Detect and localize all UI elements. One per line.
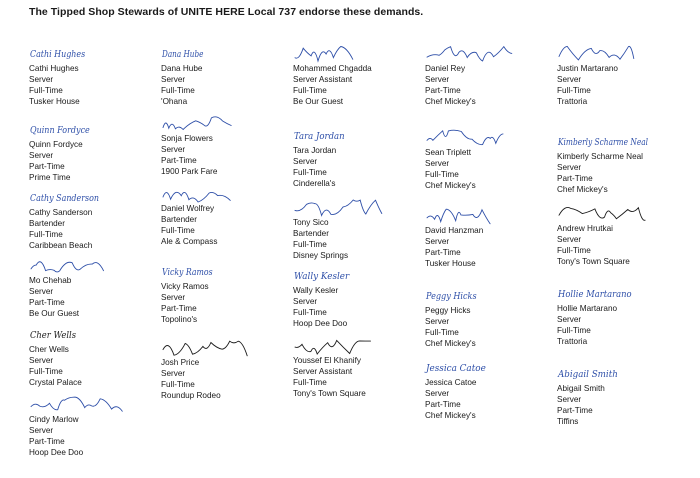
signatory-venue: Roundup Rodeo <box>161 390 221 400</box>
handwritten-signature <box>161 182 256 204</box>
page-title: The Tipped Shop Stewards of UNITE HERE Local 737 endorse these demands. <box>29 6 424 18</box>
signatory-entry <box>161 42 286 108</box>
signatory-role: Server <box>29 286 54 296</box>
signature-script: Quinn Fordyce <box>30 126 90 136</box>
signature-script: Tara Jordan <box>294 132 345 142</box>
handwritten-signature <box>557 282 652 304</box>
signatory-entry <box>557 362 682 428</box>
signatory-details <box>293 218 418 262</box>
signatory-status: Part-Time <box>29 297 65 307</box>
signatory-entry <box>425 42 550 108</box>
signatory-status: Full-Time <box>293 377 327 387</box>
handwritten-signature <box>425 356 520 378</box>
signatory-venue: Prime Time <box>29 172 71 182</box>
signatory-role: Server <box>161 292 186 302</box>
signatory-venue: Chef Mickey's <box>557 184 608 194</box>
handwritten-signature <box>425 284 520 306</box>
signatory-status: Full-Time <box>293 239 327 249</box>
signatory-name: Tony Sico <box>293 218 329 227</box>
signatory-details <box>161 64 286 108</box>
signature-stroke <box>295 340 371 354</box>
signatory-entry <box>161 182 286 248</box>
handwritten-signature <box>161 112 256 134</box>
signatory-venue: Chef Mickey's <box>425 338 476 348</box>
handwritten-signature <box>557 202 652 224</box>
signatory-name: Hollie Martarano <box>557 304 618 313</box>
handwritten-signature <box>557 362 652 384</box>
signature-script: Cher Wells <box>30 331 77 341</box>
handwritten-signature <box>293 334 388 356</box>
signature-script: Cathy Sanderson <box>30 194 100 204</box>
signatory-details <box>425 226 550 270</box>
signatory-venue: Disney Springs <box>293 250 349 260</box>
signatory-details <box>29 140 154 184</box>
signatory-venue: 1900 Park Fare <box>161 166 218 176</box>
signatory-role: Server <box>161 144 186 154</box>
signatory-entry <box>161 260 286 326</box>
signatory-name: Andrew Hrutkai <box>557 224 613 233</box>
signatory-venue: Tiffins <box>557 416 579 426</box>
signatory-entry <box>29 118 154 184</box>
signatory-status: Full-Time <box>161 379 195 389</box>
signature-script: Peggy Hicks <box>425 292 477 302</box>
signatory-status: Part-Time <box>29 436 65 446</box>
signatory-status: Full-Time <box>293 85 327 95</box>
signatory-entry <box>425 356 550 422</box>
handwritten-signature <box>425 42 520 64</box>
signatory-venue: Caribbean Beach <box>29 240 93 250</box>
handwritten-signature <box>29 186 124 208</box>
signatory-name: Justin Martarano <box>557 64 618 73</box>
signatory-name: Mo Chehab <box>29 276 72 285</box>
signatory-venue: Ale & Compass <box>161 236 218 246</box>
signatory-name: Wally Kesler <box>293 286 339 295</box>
signatory-name: Mohammed Chgadda <box>293 64 372 73</box>
signatory-role: Server <box>425 236 450 246</box>
signatory-status: Part-Time <box>557 405 593 415</box>
signatory-status: Full-Time <box>557 325 591 335</box>
signature-stroke <box>427 47 512 61</box>
signatory-status: Full-Time <box>557 85 591 95</box>
signatory-details <box>293 286 418 330</box>
signatory-name: Daniel Rey <box>425 64 466 73</box>
signatory-details <box>29 415 154 459</box>
signatory-entry <box>161 112 286 178</box>
signatory-status: Part-Time <box>425 399 461 409</box>
signatory-role: Server <box>425 316 450 326</box>
signatory-entry <box>557 202 682 268</box>
handwritten-signature <box>425 204 520 226</box>
signatory-name: Jessica Catoe <box>425 378 477 387</box>
signatory-role: Server <box>293 156 318 166</box>
signature-stroke <box>295 47 353 62</box>
signatory-details <box>557 224 682 268</box>
signature-stroke <box>427 130 503 144</box>
signatory-status: Full-Time <box>425 169 459 179</box>
signatory-name: Cathi Hughes <box>29 64 79 73</box>
signatory-entry <box>293 264 418 330</box>
handwritten-signature <box>29 254 124 276</box>
signatory-entry <box>29 254 154 320</box>
signatory-name: Sonja Flowers <box>161 134 213 143</box>
handwritten-signature <box>29 393 124 415</box>
signature-stroke <box>559 207 645 220</box>
handwritten-signature <box>557 42 652 64</box>
signatory-status: Full-Time <box>161 85 195 95</box>
signatory-status: Full-Time <box>161 225 195 235</box>
signatory-name: Dana Hube <box>161 64 203 73</box>
signatory-entry <box>293 196 418 262</box>
signatory-role: Bartender <box>29 218 65 228</box>
signatory-venue: 'Ohana <box>161 96 188 106</box>
signatory-status: Full-Time <box>425 327 459 337</box>
signatory-name: Cindy Marlow <box>29 415 79 424</box>
handwritten-signature <box>293 264 388 286</box>
signatory-details <box>425 306 550 350</box>
handwritten-signature <box>161 260 256 282</box>
signatory-role: Server <box>425 158 450 168</box>
signatory-name: Cathy Sanderson <box>29 208 93 217</box>
signature-script: Wally Kesler <box>294 272 350 282</box>
signatory-role: Bartender <box>161 214 197 224</box>
signatory-details <box>161 358 286 402</box>
signatory-role: Bartender <box>293 228 329 238</box>
signature-stroke <box>31 262 104 272</box>
signatory-venue: Crystal Palace <box>29 377 82 387</box>
signatory-role: Server <box>29 150 54 160</box>
signatory-venue: Topolino's <box>161 314 198 324</box>
signatory-venue: Tony's Town Square <box>293 388 366 398</box>
signatory-entry <box>557 130 682 196</box>
signatory-details <box>557 304 682 348</box>
signatory-venue: Chef Mickey's <box>425 96 476 106</box>
signatory-entry <box>161 336 286 402</box>
signatory-name: David Hanzman <box>425 226 484 235</box>
signatory-role: Server <box>557 394 582 404</box>
signatory-details <box>161 134 286 178</box>
signature-stroke <box>31 397 122 411</box>
signatory-details <box>425 148 550 192</box>
signatory-role: Server <box>557 74 582 84</box>
signatory-entry <box>557 282 682 348</box>
handwritten-signature <box>293 196 388 218</box>
signatory-name: Josh Price <box>161 358 200 367</box>
signatory-details <box>29 208 154 252</box>
signatory-details <box>293 146 418 190</box>
handwritten-signature <box>29 323 124 345</box>
signatory-entry <box>293 42 418 108</box>
signatory-details <box>557 152 682 196</box>
handwritten-signature <box>29 118 124 140</box>
signatory-name: Vicky Ramos <box>161 282 209 291</box>
signatory-status: Full-Time <box>29 229 63 239</box>
signature-script: Kimberly Scharme Neal <box>557 138 649 148</box>
signatory-name: Tara Jordan <box>293 146 337 155</box>
handwritten-signature <box>425 126 520 148</box>
signatory-name: Youssef El Khanify <box>293 356 361 365</box>
signatory-venue: Cinderella's <box>293 178 336 188</box>
signatory-entry <box>425 204 550 270</box>
signatory-status: Full-Time <box>557 245 591 255</box>
signatory-details <box>293 356 418 400</box>
signatory-role: Server Assistant <box>293 366 353 376</box>
signatory-venue: Be Our Guest <box>29 308 80 318</box>
handwritten-signature <box>557 130 652 152</box>
signature-script: Hollie Martarano <box>557 290 633 300</box>
signatory-name: Abigail Smith <box>557 384 605 393</box>
signatory-status: Part-Time <box>557 173 593 183</box>
signatory-name: Peggy Hicks <box>425 306 471 315</box>
signatory-details <box>161 282 286 326</box>
signatory-status: Full-Time <box>293 307 327 317</box>
signatory-role: Server <box>29 74 54 84</box>
signatory-status: Full-Time <box>29 366 63 376</box>
handwritten-signature <box>293 42 388 64</box>
signatory-details <box>557 384 682 428</box>
signatory-venue: Hoop Dee Doo <box>293 318 348 328</box>
handwritten-signature <box>161 42 256 64</box>
signatory-details <box>29 64 154 108</box>
signatory-status: Part-Time <box>29 161 65 171</box>
signature-script: Abigail Smith <box>557 370 618 380</box>
signature-stroke <box>295 200 382 216</box>
signatory-venue: Trattoria <box>557 336 588 346</box>
signatory-entry <box>425 284 550 350</box>
signatory-role: Server <box>557 234 582 244</box>
signatory-name: Quinn Fordyce <box>29 140 83 149</box>
signature-script: Cathi Hughes <box>30 50 86 60</box>
signatory-details <box>29 345 154 389</box>
signatory-role: Server Assistant <box>293 74 353 84</box>
signatory-venue: Tusker House <box>425 258 476 268</box>
signatory-status: Full-Time <box>29 85 63 95</box>
signatory-role: Server <box>29 425 54 435</box>
signatory-role: Server <box>161 368 186 378</box>
signatory-venue: Tony's Town Square <box>557 256 630 266</box>
signatory-venue: Trattoria <box>557 96 588 106</box>
signatory-details <box>29 276 154 320</box>
signatory-details <box>557 64 682 108</box>
signatory-details <box>161 204 286 248</box>
signatory-name: Cher Wells <box>29 345 69 354</box>
handwritten-signature <box>293 124 388 146</box>
signatory-venue: Chef Mickey's <box>425 180 476 190</box>
signatory-entry <box>557 42 682 108</box>
signatory-details <box>425 64 550 108</box>
signatory-entry <box>29 186 154 252</box>
signatory-role: Server <box>425 74 450 84</box>
signatory-entry <box>29 393 154 459</box>
signatory-status: Part-Time <box>425 247 461 257</box>
signatory-entry <box>293 124 418 190</box>
handwritten-signature <box>161 336 256 358</box>
signatory-status: Part-Time <box>425 85 461 95</box>
signatory-status: Part-Time <box>161 155 197 165</box>
signatory-role: Server <box>557 314 582 324</box>
handwritten-signature <box>29 42 124 64</box>
signatory-entry <box>425 126 550 192</box>
signatory-name: Daniel Wolfrey <box>161 204 215 213</box>
signatory-entry <box>29 323 154 389</box>
signatory-name: Kimberly Scharme Neal <box>557 152 643 161</box>
signatory-role: Server <box>29 355 54 365</box>
signatory-venue: Hoop Dee Doo <box>29 447 84 457</box>
signature-script: Jessica Catoe <box>424 364 486 374</box>
signature-stroke <box>163 341 247 356</box>
signatory-role: Server <box>557 162 582 172</box>
signature-stroke <box>559 46 634 60</box>
signatory-venue: Be Our Guest <box>293 96 344 106</box>
signatory-status: Part-Time <box>161 303 197 313</box>
signatory-role: Server <box>161 74 186 84</box>
signature-stroke <box>163 117 231 130</box>
signature-stroke <box>163 192 230 202</box>
signatory-entry <box>293 334 418 400</box>
signatory-role: Server <box>425 388 450 398</box>
signatory-role: Server <box>293 296 318 306</box>
signatory-details <box>293 64 418 108</box>
signatory-entry <box>29 42 154 108</box>
signatory-name: Sean Triplett <box>425 148 471 157</box>
signature-stroke <box>427 209 490 224</box>
signatory-details <box>425 378 550 422</box>
signatory-venue: Tusker House <box>29 96 80 106</box>
signatory-status: Full-Time <box>293 167 327 177</box>
signatory-venue: Chef Mickey's <box>425 410 476 420</box>
signature-script: Vicky Ramos <box>162 268 213 278</box>
signature-script: Dana Hube <box>161 50 204 60</box>
